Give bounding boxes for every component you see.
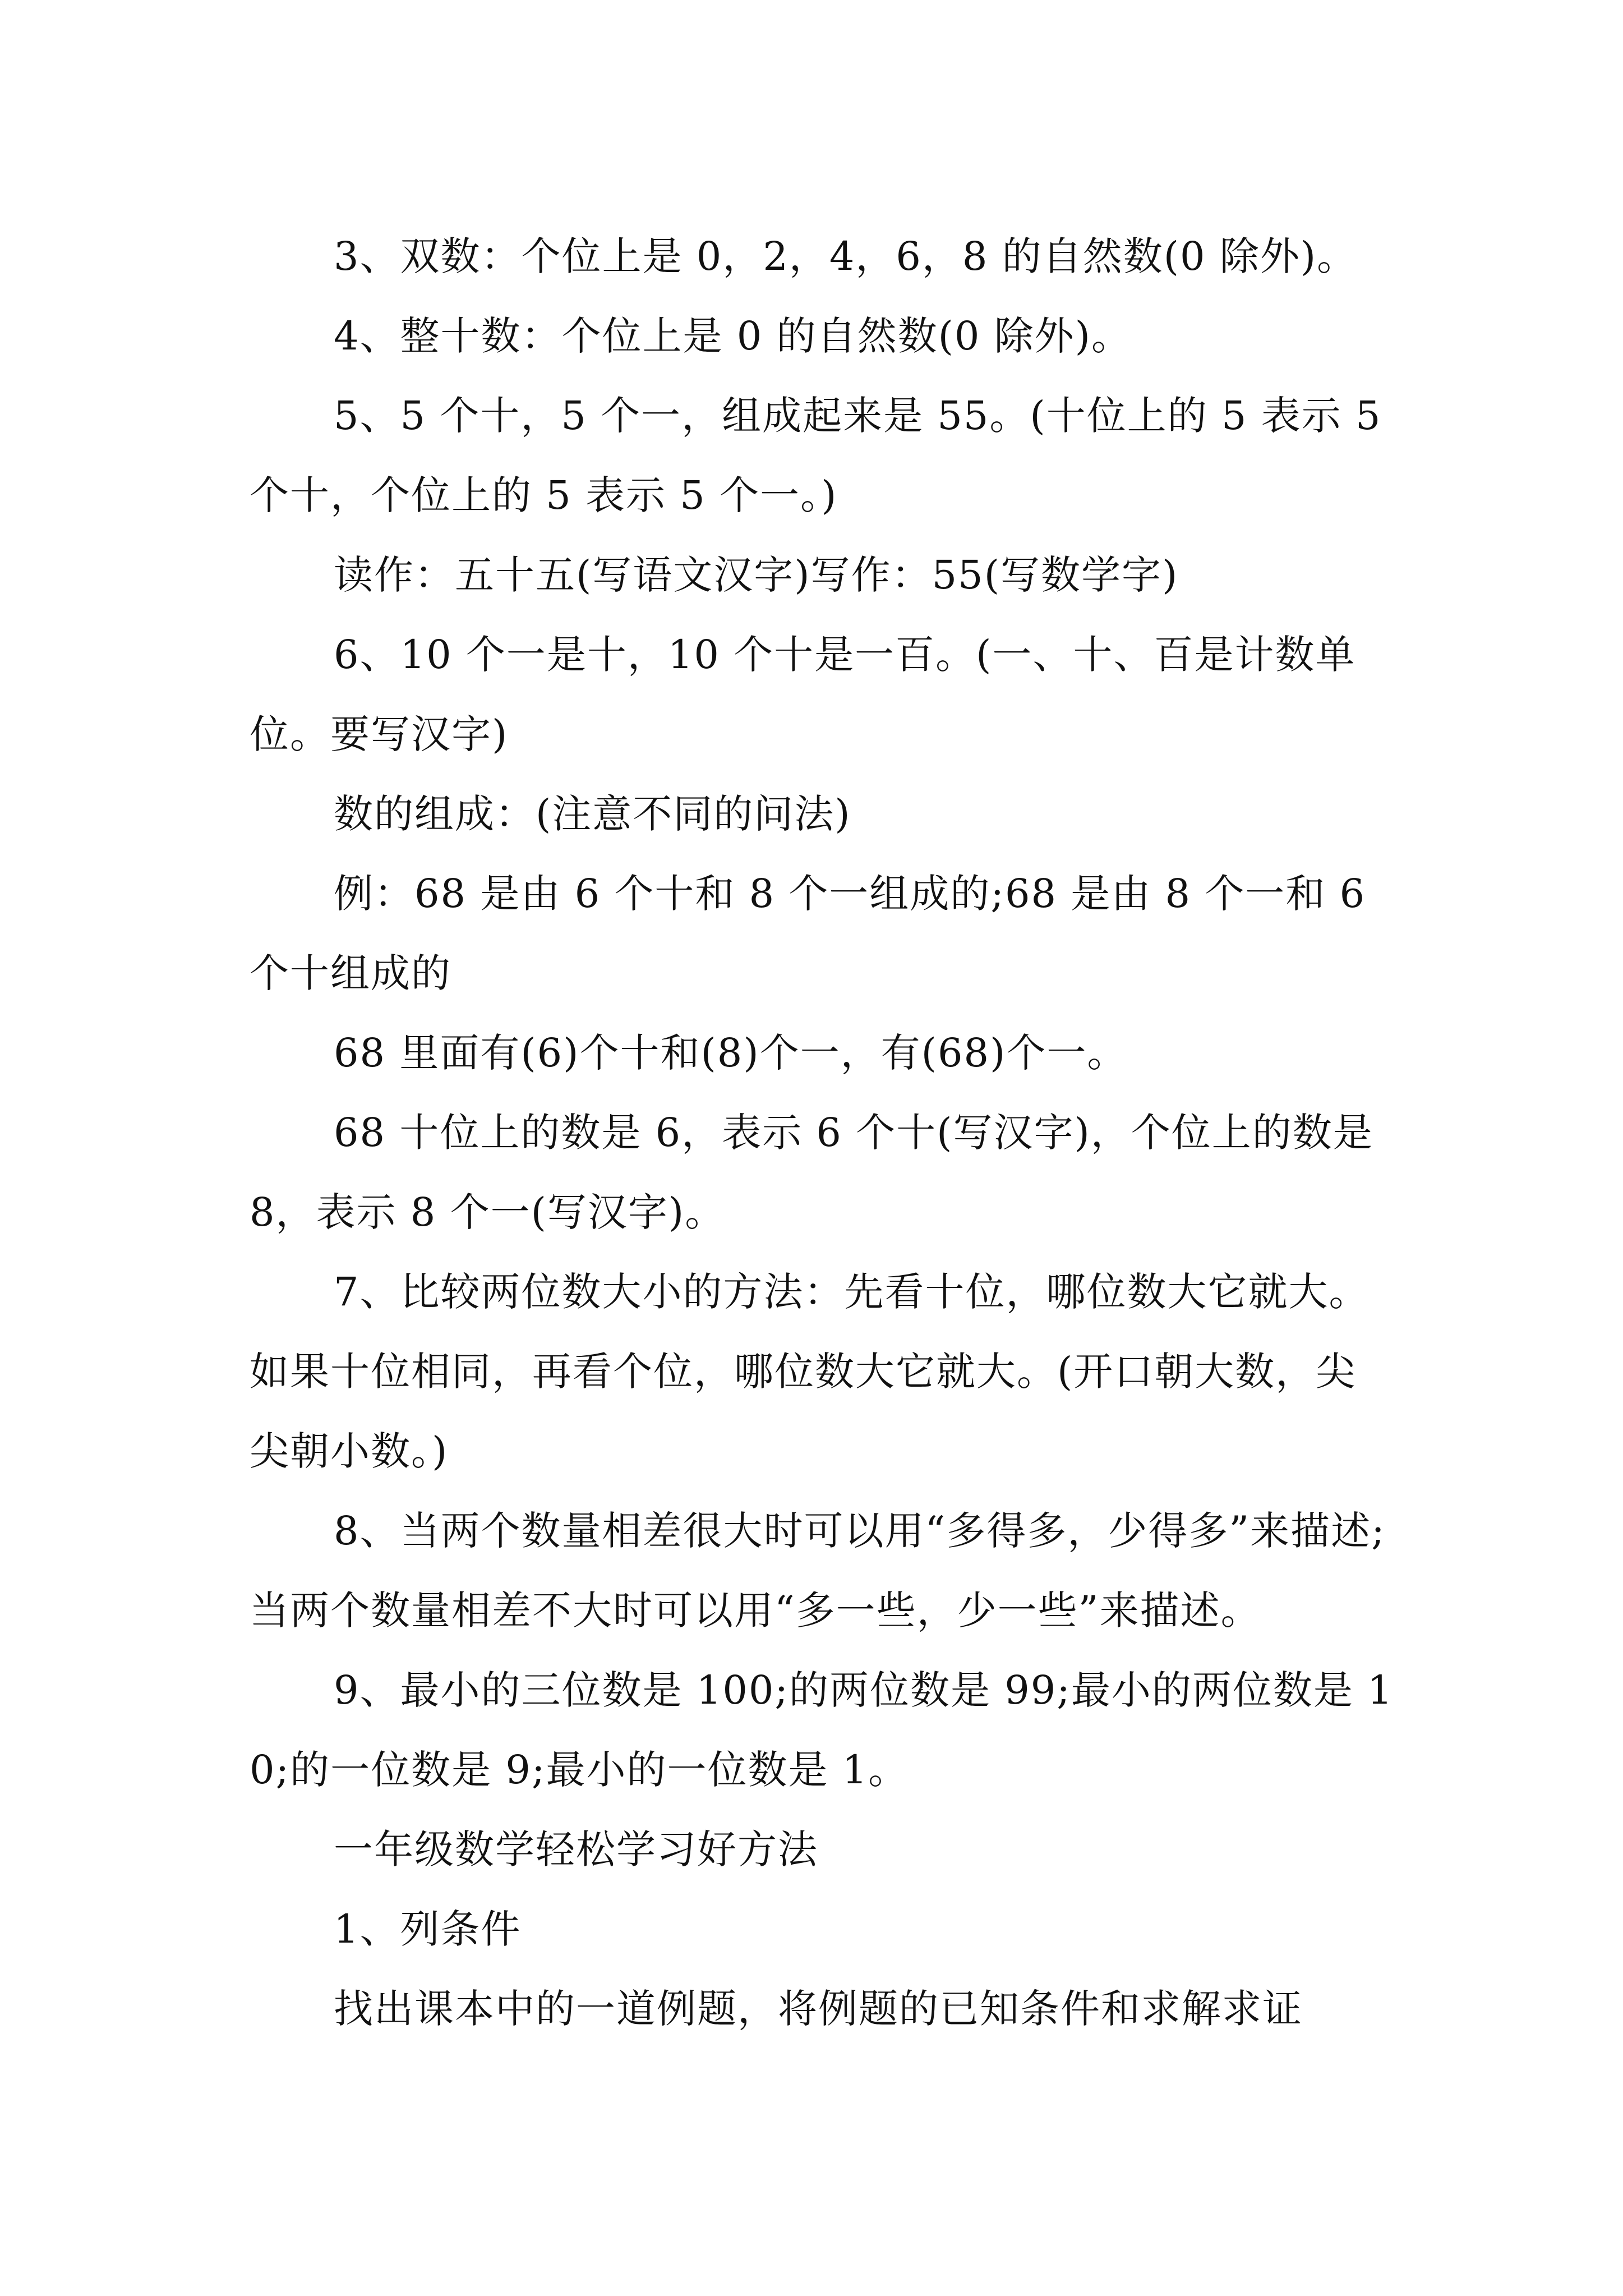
paragraph-counting-units: 6、10 个一是十，10 个十是一百。(一、十、百是计数单位。要写汉字) [250,632,1356,757]
paragraph-whole-tens: 4、整十数：个位上是 0 的自然数(0 除外)。 [334,313,1132,359]
paragraph-example-68: 例：68 是由 6 个十和 8 个一组成的;68 是由 8 个一和 6 个十组成的 [250,871,1366,996]
paragraph-even-numbers: 3、双数：个位上是 0，2，4，6，8 的自然数(0 除外)。 [334,233,1358,279]
section-heading-study-methods: 一年级数学轻松学习好方法 [334,1826,818,1872]
paragraph-smallest-numbers: 9、最小的三位数是 100;的两位数是 99;最小的两位数是 10;的一位数是 9;最小的一位数是 1。 [250,1667,1394,1793]
paragraph-68-place-values: 68 十位上的数是 6，表示 6 个十(写汉字)，个位上的数是 8，表示 8 个一(写汉字)。 [250,1110,1373,1235]
subheading-list-conditions: 1、列条件 [334,1906,522,1952]
paragraph-68-contains: 68 里面有(6)个十和(8)个一，有(68)个一。 [334,1030,1128,1076]
paragraph-composition-heading: 数的组成：(注意不同的问法) [334,791,851,837]
paragraph-compare-two-digit: 7、比较两位数大小的方法：先看十位，哪位数大它就大。如果十位相同，再看个位，哪位数大它就大。(开口朝大数，尖尖朝小数。) [250,1269,1370,1474]
paragraph-find-example: 找出课本中的一道例题，将例题的已知条件和求解求证 [334,1986,1303,2032]
paragraph-number-composition-55: 5、5 个十，5 个一，组成起来是 55。(十位上的 5 表示 5 个十，个位上的 5 表示 5 个一。) [250,393,1382,518]
paragraph-read-write: 读作：五十五(写语文汉字)写作：55(写数学字) [334,552,1179,598]
document-body [250,217,1394,2049]
paragraph-describe-quantities: 8、当两个数量相差很大时可以用“多得多，少得多”来描述;当两个数量相差不大时可以用“多一些，少一些”来描述。 [250,1508,1386,1634]
